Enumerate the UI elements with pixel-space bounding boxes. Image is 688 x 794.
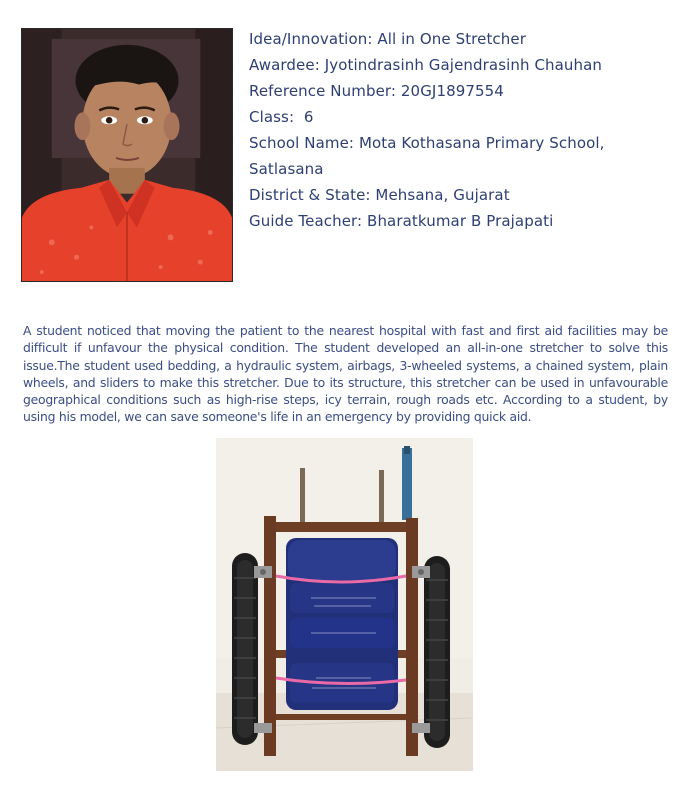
description-paragraph: A student noticed that moving the patient to the nearest hospital with fast and first aid facilities may be difficult if unfavour the physical condition. The student developed an all-in-one stretcher to solve this issue.The student used bedding, a hydraulic system, airbags, 3-wheeled systems, a chained system, plain wheels, and sliders to make this stretcher. Due to its structure, this stretcher can be used in unfavourable geographical conditions such as high-rise steps, icy terrain, rough roads etc. According to a student, by using his model, we can save someone's life in an emergency by providing quick aid. <box>23 323 668 425</box>
school-line: School Name: Mota Kothasana Primary School, <box>249 134 605 152</box>
district-line: District & State: Mehsana, Gujarat <box>249 186 510 204</box>
awardee-portrait <box>21 28 233 282</box>
class-line: Class: 6 <box>249 108 314 126</box>
stretcher-photo <box>216 438 473 771</box>
idea-line: Idea/Innovation: All in One Stretcher <box>249 30 526 48</box>
guide-teacher-line: Guide Teacher: Bharatkumar B Prajapati <box>249 212 554 230</box>
awardee-line: Awardee: Jyotindrasinh Gajendrasinh Chauhan <box>249 56 603 74</box>
awardee-info <box>249 26 669 234</box>
reference-line: Reference Number: 20GJ1897554 <box>249 82 504 100</box>
school-line-continued: Satlasana <box>249 160 324 178</box>
